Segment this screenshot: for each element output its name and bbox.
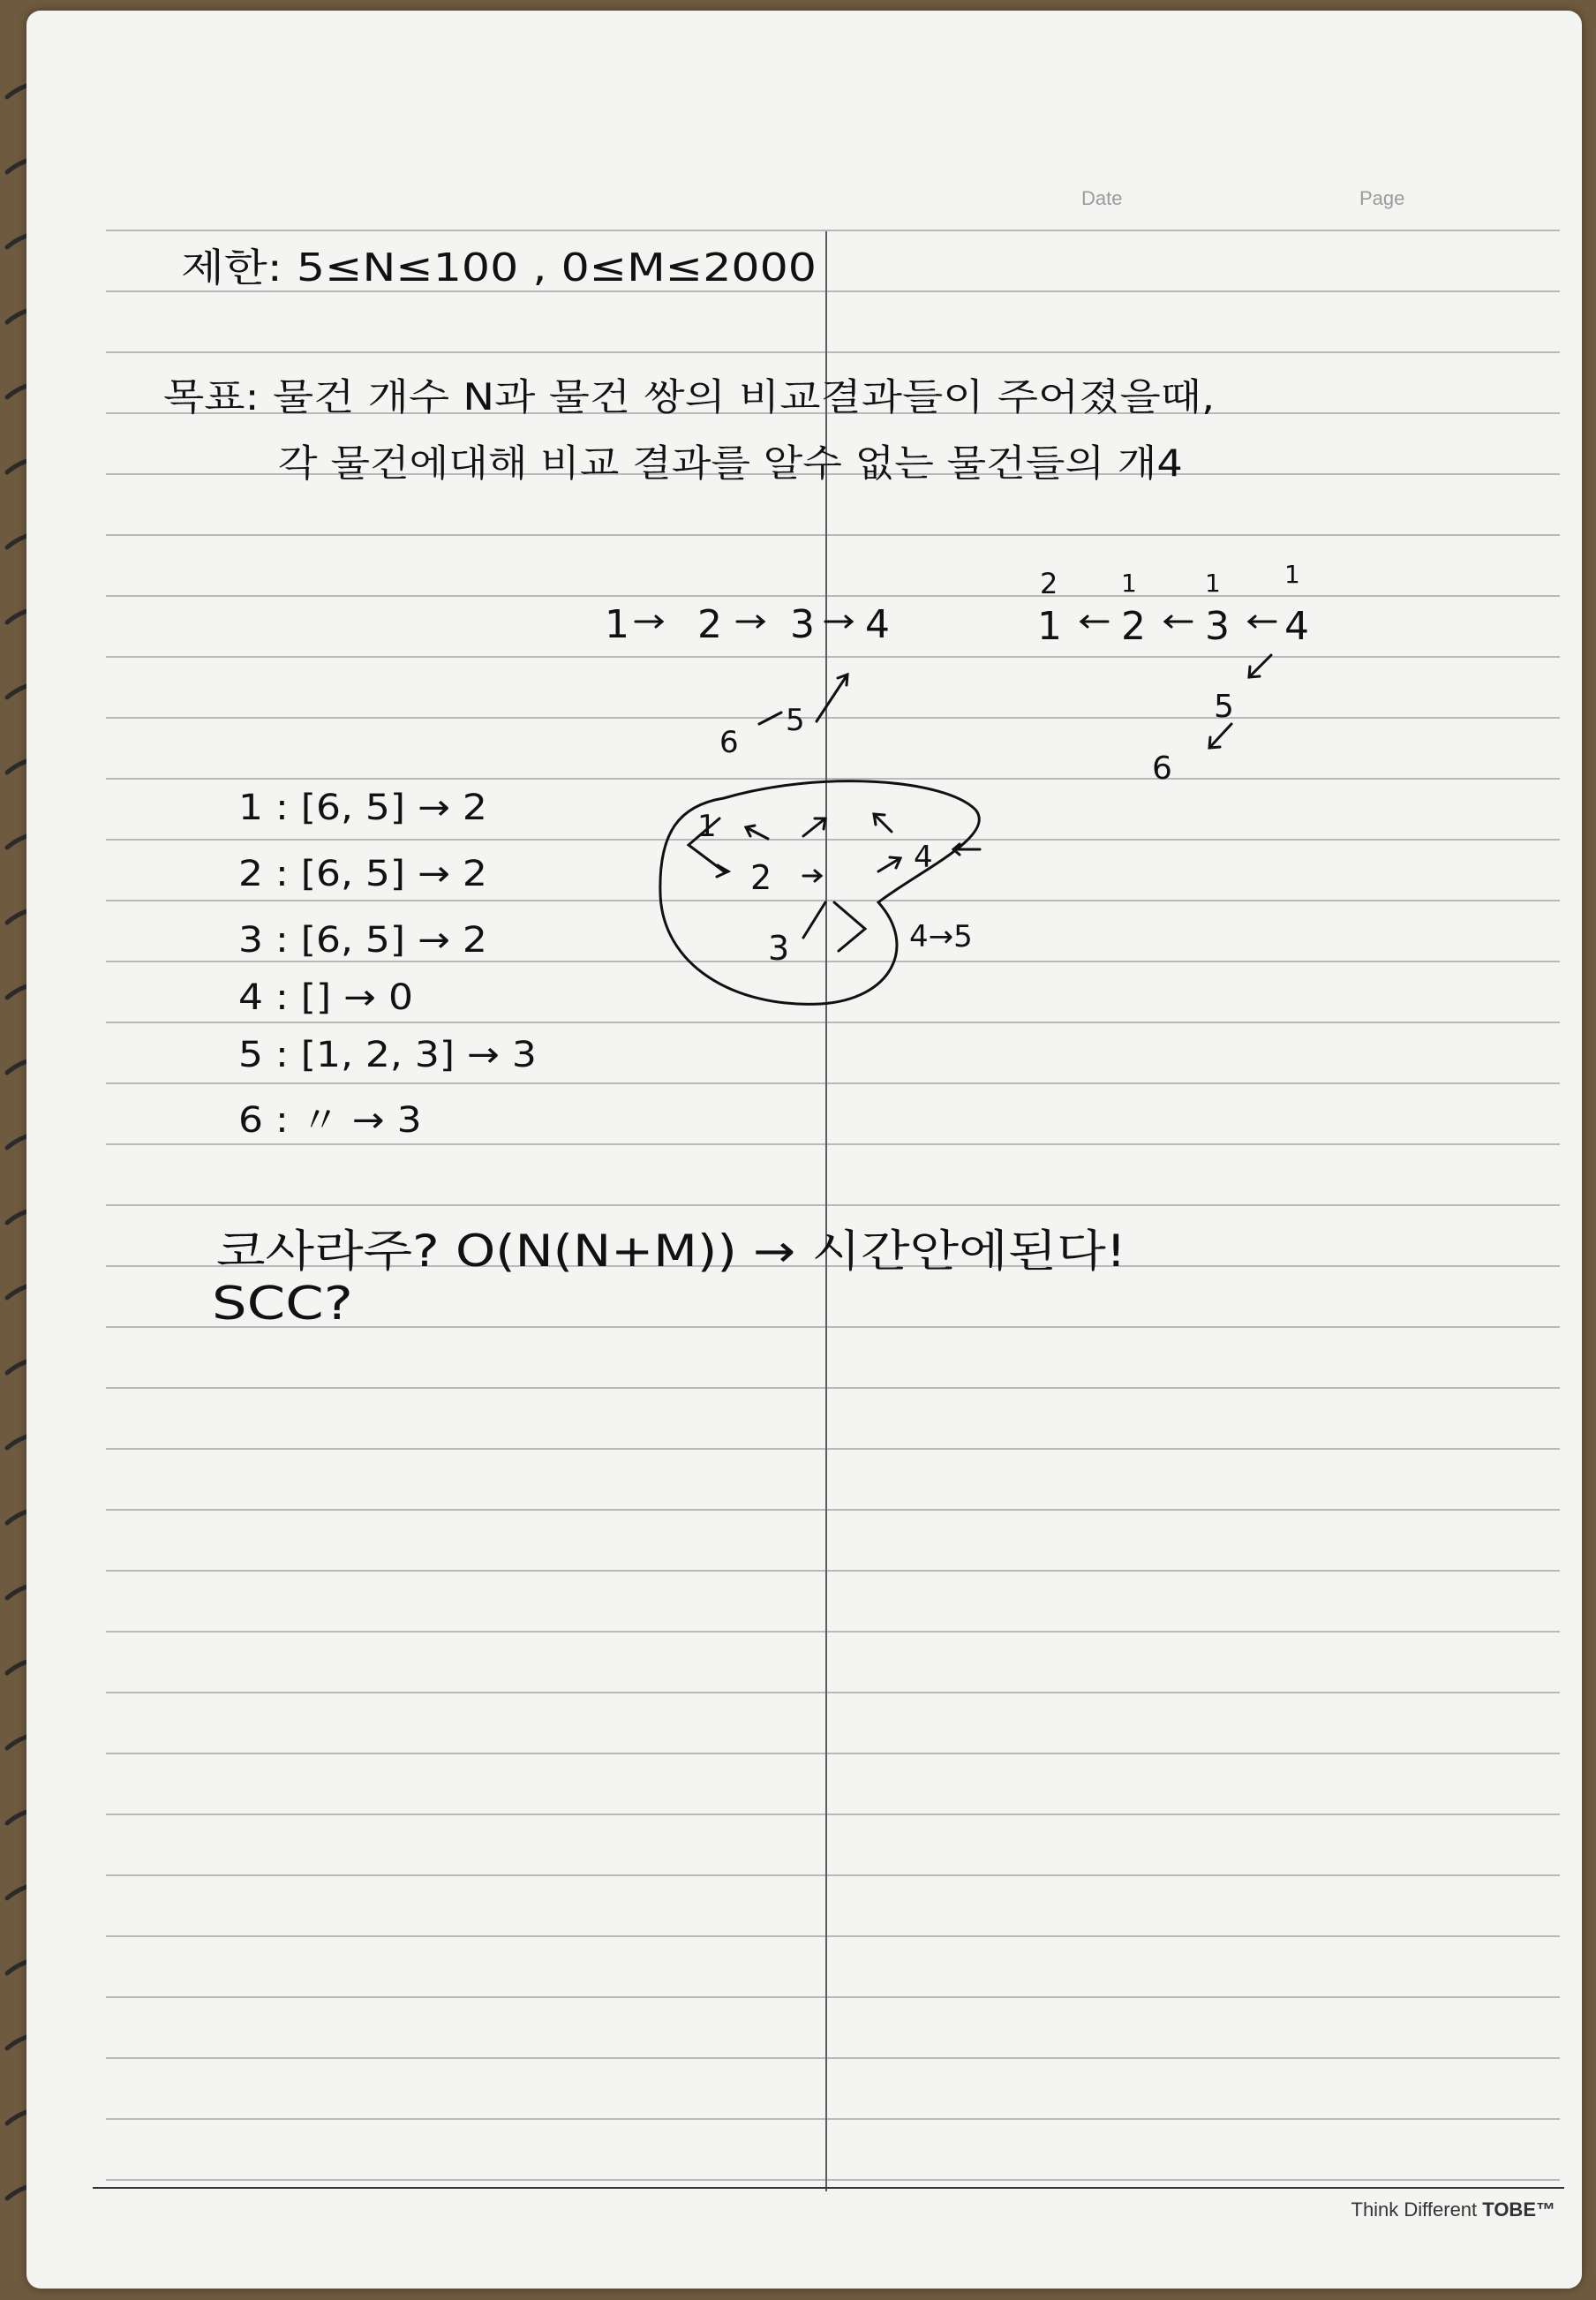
left-extra-5: 5 — [786, 703, 805, 738]
date-label: Date — [1081, 187, 1123, 209]
idea-scc: SCC? — [212, 1278, 353, 1331]
right-weight-3: 1 — [1205, 569, 1221, 598]
left-node-3: 3 — [790, 602, 815, 647]
goal-line-1: 목표: 물건 개수 N과 물건 쌍의 비교결과들이 주어졌을때, — [163, 375, 1216, 419]
right-weight-2: 1 — [1121, 569, 1137, 598]
right-extra-6: 6 — [1152, 750, 1172, 787]
cycle-node-2: 2 — [750, 858, 772, 897]
cycle-node-3: 3 — [768, 929, 790, 968]
result-row-3: 3 : [6, 5] → 2 — [238, 920, 487, 961]
idea-kosaraju: 코사라주? O(N(N+M)) → 시간안에된다! — [216, 1225, 1126, 1277]
left-extra-6: 6 — [719, 725, 739, 760]
result-row-2: 2 : [6, 5] → 2 — [238, 854, 487, 894]
goal-line-2: 각 물건에대해 비교 결과를 알수 없는 물건들의 개4 — [278, 441, 1183, 485]
result-row-1: 1 : [6, 5] → 2 — [238, 788, 487, 828]
cycle-node-4: 4 — [914, 840, 933, 875]
result-row-5: 5 : [1, 2, 3] → 3 — [238, 1035, 537, 1075]
right-node-2: 2 — [1121, 604, 1146, 649]
right-weight-1: 2 — [1040, 567, 1058, 600]
right-extra-5: 5 — [1214, 689, 1234, 725]
right-node-4: 4 — [1284, 604, 1309, 649]
left-node-1: 1 — [605, 602, 629, 647]
notebook-page — [26, 11, 1582, 2289]
result-row-6: 6 : 〃 → 3 — [238, 1100, 422, 1141]
constraint-line: 제한: 5≤N≤100 , 0≤M≤2000 — [181, 245, 817, 290]
left-node-2: 2 — [697, 602, 722, 647]
right-weight-4: 1 — [1284, 560, 1300, 589]
brand-footer: Think Different TOBE™ — [1351, 2198, 1555, 2221]
cycle-node-1: 1 — [697, 809, 717, 844]
left-node-4: 4 — [865, 602, 890, 647]
graph-sketch — [26, 11, 1582, 2289]
page-label: Page — [1359, 187, 1405, 209]
right-node-1: 1 — [1037, 604, 1062, 649]
right-node-3: 3 — [1205, 604, 1230, 649]
note-4-to-5: 4→5 — [909, 919, 973, 954]
result-row-4: 4 : [] → 0 — [238, 977, 413, 1018]
